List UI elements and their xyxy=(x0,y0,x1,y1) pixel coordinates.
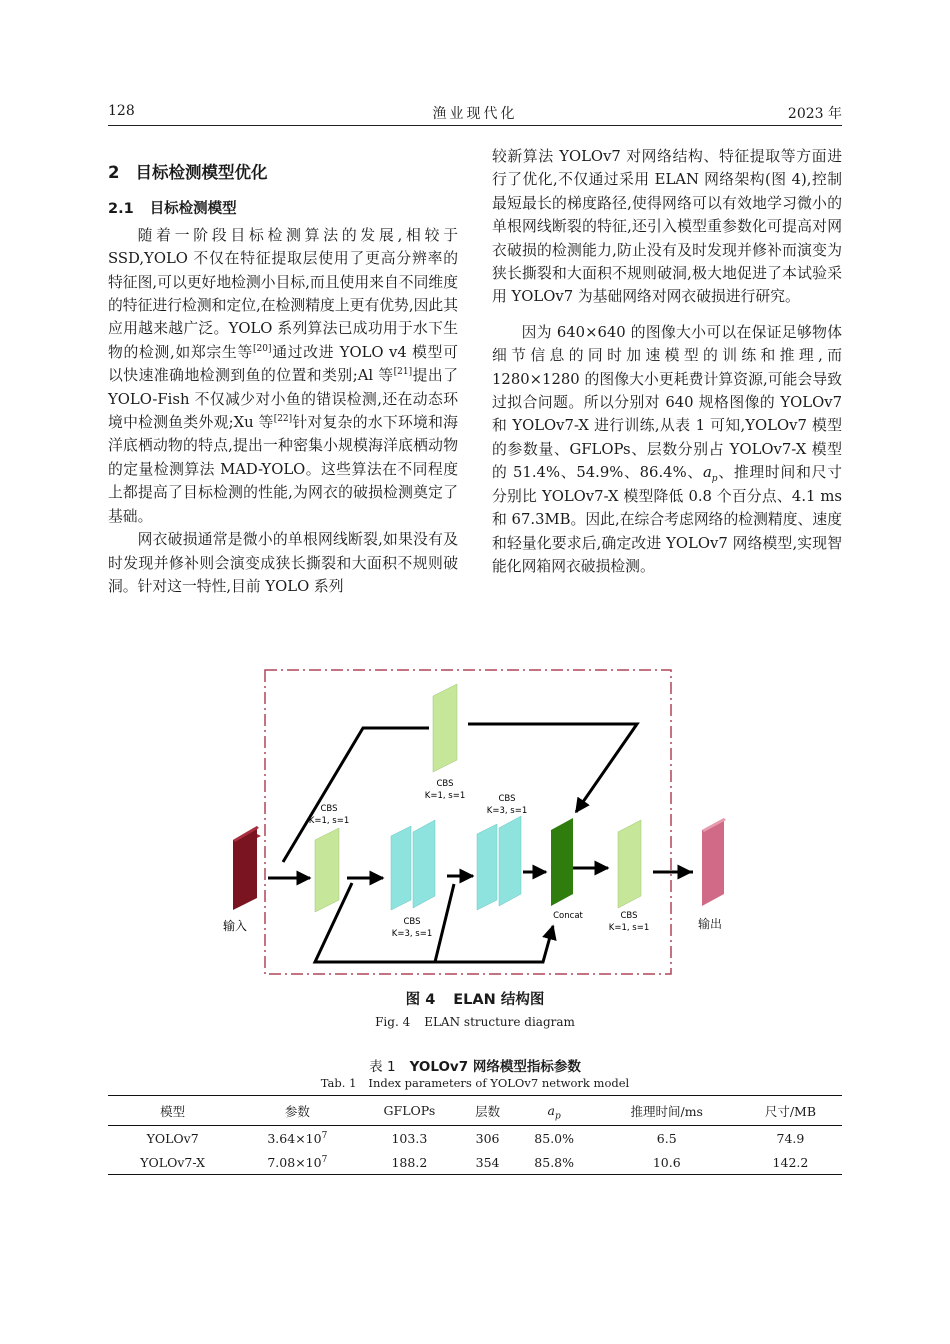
paragraph-text: 随着一阶段目标检测算法的发展,相较于 SSD,YOLO 不仅在特征提取层使用了更高分辨率的特征图,可以更好地检测小目标,而且使用来自不同维度的特征进行检测和定位,在检测精度上更有优势,因此其应用越来越广泛。YOLO 系列算法已成功用于水下生物的检测,如郑宗生等 xyxy=(108,226,458,361)
cbs-label: CBS xyxy=(436,779,454,789)
subsection-heading xyxy=(108,198,458,221)
table-cell: 10.6 xyxy=(595,1150,739,1175)
concat-block xyxy=(551,818,573,906)
table-cell: 188.2 xyxy=(357,1150,461,1175)
table-cell: 354 xyxy=(461,1150,513,1175)
figure-caption-cn: 图 4 ELAN 结构图 xyxy=(405,992,545,1008)
citation: [22] xyxy=(273,414,293,425)
right-column xyxy=(492,145,842,578)
table-row xyxy=(108,1150,842,1175)
paragraph-text: 通过改进 YOLO v4 模型可以快速准确地检测到鱼的位置和类别;Al 等 xyxy=(108,343,458,385)
cbs-block xyxy=(433,684,457,772)
section-number: 2 xyxy=(108,163,120,182)
publication-year: 2023 年 xyxy=(787,106,842,122)
cbs-block xyxy=(315,828,339,912)
connector xyxy=(435,884,454,962)
elan-structure-diagram xyxy=(223,668,673,976)
cbs-block xyxy=(413,820,435,908)
table-cell: YOLOv7 xyxy=(146,1130,199,1146)
concat-label: Concat xyxy=(553,911,583,921)
subsection-number: 2.1 xyxy=(108,201,134,218)
cbs-param-label: K=1, s=1 xyxy=(424,791,466,801)
input-label: 输入 xyxy=(223,919,248,933)
cbs-label: CBS xyxy=(620,911,638,921)
column-header: 尺寸/MB xyxy=(739,1096,842,1126)
column-header: 推理时间/ms xyxy=(595,1096,739,1126)
table-cell: 142.2 xyxy=(739,1150,842,1175)
index-parameters-table xyxy=(108,1095,842,1175)
table-row xyxy=(108,1126,842,1151)
table-caption-cn: 表 1 YOLOv7 网络模型指标参数 xyxy=(369,1059,581,1075)
page-number: 128 xyxy=(108,103,135,119)
table-header-row xyxy=(108,1096,842,1126)
cbs-block xyxy=(499,816,521,906)
column-header: GFLOPs xyxy=(357,1096,461,1126)
column-header: $a_p$ xyxy=(514,1096,595,1126)
cbs-block xyxy=(618,820,641,908)
table-cell: YOLOv7-X xyxy=(108,1150,237,1175)
table-cell: 6.5 xyxy=(656,1130,677,1146)
citation: [20] xyxy=(253,343,272,354)
journal-name: 渔业现代化 xyxy=(432,106,518,122)
cbs-param-label: K=1, s=1 xyxy=(308,816,350,826)
section-heading xyxy=(108,161,458,184)
cbs-label: CBS xyxy=(403,917,421,927)
paragraph-text: 、推理时间和尺寸分别比 YOLOv7-X 模型降低 0.8 个百分点、4.1 ms 和 67.3MB。因此,在综合考虑网络的检测精度、速度和轻量化要求后,确定改进 YOLOv7 网络模型,实现智能化网箱网衣破损检测。 xyxy=(492,464,842,575)
output-label: 输出 xyxy=(698,917,723,931)
table-cell: 103.3 xyxy=(391,1130,428,1146)
paragraph: 网衣破损通常是微小的单根网线断裂,如果没有及时发现并修补则会演变成狭长撕裂和大面积不规则破洞。针对这一特性,目前 YOLO 系列 xyxy=(108,531,458,595)
connector xyxy=(468,724,637,812)
cbs-label: CBS xyxy=(498,794,516,804)
left-column xyxy=(108,145,458,598)
cbs-block xyxy=(391,826,411,910)
input-block-graphic xyxy=(225,818,265,928)
output-block-graphic xyxy=(690,808,734,908)
column-header: 层数 xyxy=(461,1096,513,1126)
column-header: 参数 xyxy=(237,1096,357,1126)
table-cell: $3.64\times 10^7$ xyxy=(267,1130,328,1146)
paragraph: 较新算法 YOLOv7 对网络结构、特征提取等方面进行了优化,不仅通过采用 ELAN 网络架构(图 4),控制最短最长的梯度路径,使得网络可以有效地学习微小的单根网线断裂的特征,还引入模型重参数化可提高对网衣破损的检测能力,防止没有及时发现并修补而演变为狭长撕裂和大面积不规则破洞,极大地促进了本试验采用 YOLOv7 为基础网络对网衣破损进行研究。 xyxy=(492,148,842,306)
paragraph xyxy=(492,321,842,578)
table-cell: 85.8% xyxy=(514,1150,595,1175)
table-cell: 85.0% xyxy=(534,1130,575,1146)
table-cell: 306 xyxy=(475,1130,500,1146)
citation: [21] xyxy=(393,367,413,378)
paragraph-text: 提出了 YOLO-Fish 不仅减少对小鱼的错误检测,还在动态环境中检测鱼类外观;Xu 等 xyxy=(108,367,458,432)
paragraph xyxy=(108,224,458,528)
cbs-param-label: K=3, s=1 xyxy=(486,806,528,816)
paragraph-text: 针对复杂的水下环境和海洋底栖动物的特点,提出一种密集小规模海洋底栖动物的定量检测算法 MAD-YOLO。这些算法在不同程度上都提高了目标检测的性能,为网衣的破损检测奠定了基础。 xyxy=(108,414,458,525)
ap-symbol: $a_p$ xyxy=(702,464,718,485)
cbs-block xyxy=(477,824,497,910)
subsection-title: 目标检测模型 xyxy=(149,201,237,218)
table-cell: $7.08\times 10^7$ xyxy=(237,1150,357,1175)
cbs-param-label: K=3, s=1 xyxy=(391,929,433,939)
cbs-param-label: K=1, s=1 xyxy=(608,923,650,933)
table-caption-en: Tab. 1 Index parameters of YOLOv7 network model xyxy=(320,1076,630,1090)
column-header: 模型 xyxy=(108,1096,237,1126)
paragraph-text: 因为 640×640 的图像大小可以在保证足够物体细节信息的同时加速模型的训练和推理,而 1280×1280 的图像大小更耗费计算资源,可能会导致过拟合问题。所以分别对 640 规格图像的 YOLOv7 和 YOLOv7-X 进行训练,从表 1 可知,YOLOv7 模型的参数量、GFLOPs、层数分别占 YOLOv7-X 模型的 51.4%、54.9%、86.4%、 xyxy=(492,323,842,482)
table-cell: 74.9 xyxy=(776,1130,805,1146)
header-rule xyxy=(108,125,842,126)
figure-caption-en: Fig. 4 ELAN structure diagram xyxy=(375,1015,575,1029)
section-title: 目标检测模型优化 xyxy=(135,163,268,182)
cbs-label: CBS xyxy=(320,804,338,814)
